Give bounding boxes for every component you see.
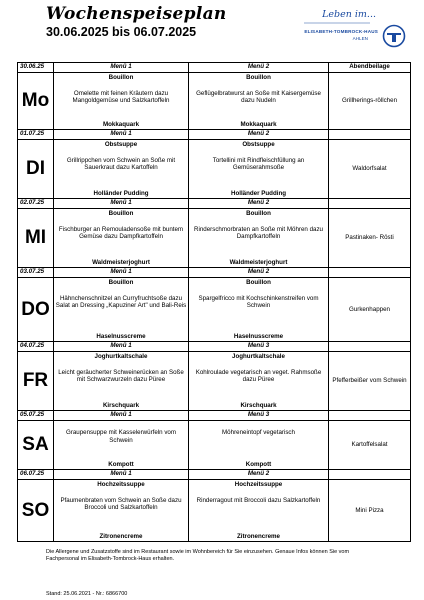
m1-soup: Hochzeitssuppe bbox=[97, 481, 145, 488]
m1-dessert: Haselnusscreme bbox=[96, 333, 146, 341]
day-header-row bbox=[18, 268, 411, 278]
m2-soup: Hochzeitssuppe bbox=[234, 481, 283, 488]
m2-main: Geflügelbratwurst an Soße mit Kaisergemüse dazu Nudeln bbox=[196, 89, 321, 105]
menu1-label: Menü 1 bbox=[54, 470, 189, 480]
m2-dessert: Kirschquark bbox=[240, 402, 277, 410]
m2-main: Rinderragout mit Broccoli dazu Salzkartoffeln bbox=[196, 496, 321, 504]
day-date: 01.07.25 bbox=[18, 130, 54, 140]
stand-note: Stand: 25.06.2021 - Nr.: 6866700 bbox=[46, 591, 128, 597]
m1-dessert: Waldmeisterjoghurt bbox=[92, 259, 150, 267]
abend-header: Abendbeilage bbox=[329, 63, 411, 73]
day-abbrev: DO bbox=[18, 278, 54, 342]
m1-main: Hähnchenschnitzel an Curryfruchtsoße dazu Salat an Dressing „Kapuziner Art" und Bali-Reis bbox=[55, 294, 187, 310]
menu2-label: Menü 2 bbox=[189, 130, 329, 140]
m2-cell bbox=[189, 421, 329, 470]
menu-table bbox=[17, 62, 411, 542]
menu2-label: Menü 2 bbox=[189, 63, 329, 73]
menu1-label: Menü 1 bbox=[54, 63, 189, 73]
m2-soup: Joghurtkaltschale bbox=[232, 353, 285, 360]
day-date: 05.07.25 bbox=[18, 411, 54, 421]
m2-cell bbox=[189, 480, 329, 542]
menu1-label: Menü 1 bbox=[54, 268, 189, 278]
abend-header-empty bbox=[329, 268, 411, 278]
day-date: 03.07.25 bbox=[18, 268, 54, 278]
m1-main: Fischburger an Remouladensoße mit buntem Gemüse dazu Dampfkartoffeln bbox=[58, 225, 184, 241]
menu1-label: Menü 1 bbox=[54, 411, 189, 421]
logo-name: ELISABETH-TOMBROCK-HAUS bbox=[304, 29, 378, 34]
m2-dessert: Holländer Pudding bbox=[231, 190, 286, 198]
m2-soup: Bouillon bbox=[246, 210, 271, 217]
menu1-label: Menü 1 bbox=[54, 199, 189, 209]
m1-cell bbox=[54, 421, 189, 470]
day-header-row bbox=[18, 130, 411, 140]
m2-cell bbox=[189, 73, 329, 130]
abend-header-empty bbox=[329, 470, 411, 480]
day-row bbox=[18, 209, 411, 268]
m1-cell bbox=[54, 209, 189, 268]
m2-main: Kohlroulade vegetarisch an veget. Rahmsoße dazu Püree bbox=[195, 368, 322, 384]
abend-header-empty bbox=[329, 411, 411, 421]
day-abbrev: MI bbox=[18, 209, 54, 268]
abend-cell: Grillherings-röllchen bbox=[329, 73, 411, 130]
menu2-label: Menü 3 bbox=[189, 342, 329, 352]
menu1-label: Menü 1 bbox=[54, 342, 189, 352]
abend-cell: Waldorfsalat bbox=[329, 140, 411, 199]
day-abbrev: SA bbox=[18, 421, 54, 470]
m1-cell bbox=[54, 480, 189, 542]
menu2-label: Menü 2 bbox=[189, 268, 329, 278]
m2-cell bbox=[189, 352, 329, 411]
m1-soup: Joghurtkaltschale bbox=[94, 353, 148, 360]
m2-cell bbox=[189, 140, 329, 199]
m1-dessert: Kompott bbox=[108, 461, 134, 469]
m1-cell bbox=[54, 73, 189, 130]
day-header-row bbox=[18, 342, 411, 352]
abend-header-empty bbox=[329, 130, 411, 140]
m1-soup: Bouillon bbox=[108, 279, 134, 286]
day-header-row bbox=[18, 199, 411, 209]
m1-main: Omelette mit feinen Kräutern dazu Mangoldgemüse und Salzkartoffeln bbox=[72, 89, 170, 105]
logo-tagline: Leben im... bbox=[322, 9, 376, 20]
m1-soup: Obstsuppe bbox=[104, 141, 138, 148]
day-row bbox=[18, 480, 411, 542]
m1-cell bbox=[54, 278, 189, 342]
abend-cell: Kartoffelsalat bbox=[329, 421, 411, 470]
m1-soup: Bouillon bbox=[108, 74, 134, 81]
logo-underline bbox=[296, 20, 378, 26]
day-header-row bbox=[18, 470, 411, 480]
day-date: 06.07.25 bbox=[18, 470, 54, 480]
m2-dessert: Kompott bbox=[245, 461, 272, 469]
m2-main: Spargelfricco mit Kochschinkenstreifen vom Schwein bbox=[198, 294, 319, 310]
abend-cell: Mini Pizza bbox=[329, 480, 411, 542]
abend-cell: Pfefferbeißer vom Schwein bbox=[329, 352, 411, 411]
logo-emblem-icon bbox=[382, 24, 406, 48]
menu2-label: Menü 2 bbox=[189, 470, 329, 480]
page-title: Wochenspeiseplan bbox=[46, 4, 227, 24]
m2-dessert: Zitronencreme bbox=[237, 533, 280, 541]
day-date: 30.06.25 bbox=[18, 63, 54, 73]
m1-main: Graupensuppe mit Kasselerwürfeln vom Schwein bbox=[65, 429, 177, 444]
m2-dessert: Mokkaquark bbox=[240, 121, 277, 129]
abend-header-empty bbox=[329, 342, 411, 352]
day-abbrev: Mo bbox=[18, 73, 54, 130]
abend-header-empty bbox=[329, 199, 411, 209]
m2-main: Tortellini mit Rindfleischfüllung an Gemüserahmsoße bbox=[212, 156, 305, 172]
abend-cell: Gurkenhappen bbox=[329, 278, 411, 342]
date-range: 30.06.2025 bis 06.07.2025 bbox=[46, 25, 197, 39]
day-date: 02.07.25 bbox=[18, 199, 54, 209]
m2-soup: Bouillon bbox=[246, 74, 271, 81]
day-abbrev: FR bbox=[18, 352, 54, 411]
logo bbox=[296, 7, 406, 47]
m2-dessert: Waldmeisterjoghurt bbox=[229, 259, 288, 267]
menu2-label: Menü 2 bbox=[189, 199, 329, 209]
m1-dessert: Mokkaquark bbox=[102, 121, 140, 129]
m1-dessert: Zitronencreme bbox=[99, 533, 143, 541]
day-row bbox=[18, 352, 411, 411]
day-row bbox=[18, 140, 411, 199]
day-abbrev: SO bbox=[18, 480, 54, 542]
day-row bbox=[18, 421, 411, 470]
m2-main: Möhreneintopf vegetarisch bbox=[222, 429, 295, 436]
allergen-note: Die Allergene und Zusatzstoffe sind im Restaurant sowie im Wohnbereich für Sie einzusehen. Genaue Infos können Sie vom Fachpersonal im Elisabeth-Tombrock-Haus erhalten. bbox=[46, 549, 350, 562]
day-header-row bbox=[18, 411, 411, 421]
m2-main: Rinderschmorbraten an Soße mit Möhren dazu Dampfkartoffeln bbox=[194, 225, 323, 241]
m1-main: Leicht geräucherter Schweinerücken an Soße mit Schwarzwurzeln dazu Püree bbox=[58, 368, 184, 384]
m1-cell bbox=[54, 352, 189, 411]
m1-main: Grillrippchen vom Schwein an Soße mit Sauerkraut dazu Kartoffeln bbox=[66, 156, 176, 172]
m1-dessert: Kirschquark bbox=[102, 402, 140, 410]
m1-soup: Bouillon bbox=[108, 210, 134, 217]
m1-dessert: Holländer Pudding bbox=[93, 190, 149, 198]
day-header-row bbox=[18, 63, 411, 73]
menu1-label: Menü 1 bbox=[54, 130, 189, 140]
menu2-label: Menü 3 bbox=[189, 411, 329, 421]
m2-dessert: Haselnusscreme bbox=[233, 333, 284, 341]
day-date: 04.07.25 bbox=[18, 342, 54, 352]
day-row bbox=[18, 278, 411, 342]
m2-cell bbox=[189, 209, 329, 268]
abend-cell: Pastinaken- Rösti bbox=[329, 209, 411, 268]
m1-cell bbox=[54, 140, 189, 199]
m2-soup: Obstsuppe bbox=[242, 141, 275, 148]
m2-cell bbox=[189, 278, 329, 342]
m2-soup: Bouillon bbox=[246, 279, 271, 286]
day-row bbox=[18, 73, 411, 130]
day-abbrev: DI bbox=[18, 140, 54, 199]
m1-main: Pfaumenbraten vom Schwein an Soße dazu Broccoli und Salzkartoffeln bbox=[60, 496, 182, 512]
logo-city: AHLEN bbox=[352, 36, 368, 41]
